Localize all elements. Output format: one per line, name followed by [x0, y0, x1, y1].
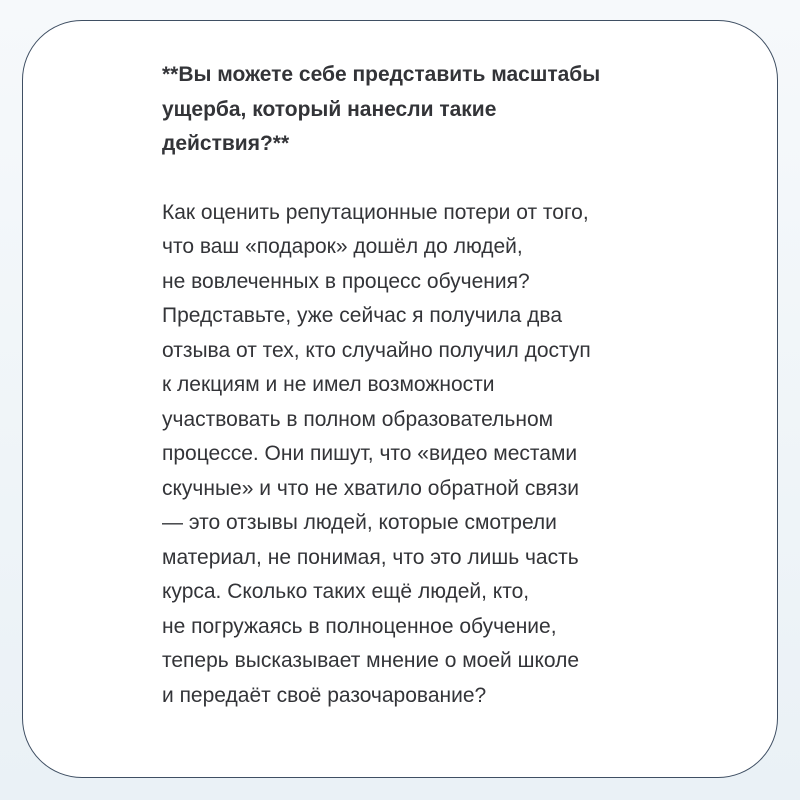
body-line: материал, не понимая, что это лишь часть	[162, 545, 579, 569]
body-line: Представьте, уже сейчас я получила два	[162, 304, 562, 327]
body-line: процессе. Они пишут, что «видео местами	[162, 442, 578, 465]
heading-line: **Вы можете себе представить масштабы	[162, 63, 601, 86]
body-line: курса. Сколько таких ещё людей, кто,	[162, 580, 530, 603]
body-line: отзыва от тех, кто случайно получил доступ	[162, 338, 591, 362]
body-line: — это отзывы людей, которые смотрели	[162, 511, 557, 534]
heading-line: ущерба, который нанесли такие	[162, 97, 497, 121]
heading-line: действия?**	[162, 132, 290, 155]
body-line: теперь высказывает мнение о моей школе	[162, 649, 580, 672]
question-heading	[162, 58, 662, 162]
body-line: не вовлеченных в процесс обучения?	[162, 269, 530, 293]
body-paragraph	[162, 196, 662, 714]
body-line: что ваш «подарок» дошёл до людей,	[162, 235, 523, 258]
card-content	[162, 58, 662, 713]
body-line: не погружаясь в полноценное обучение,	[162, 614, 557, 638]
body-line: и передаёт своё разочарование?	[162, 683, 487, 707]
body-line: Как оценить репутационные потери от того,	[162, 200, 589, 224]
body-line: участвовать в полном образовательном	[162, 407, 554, 431]
body-line: скучные» и что не хватило обратной связи	[162, 476, 579, 500]
body-line: к лекциям и не имел возможности	[162, 373, 495, 396]
